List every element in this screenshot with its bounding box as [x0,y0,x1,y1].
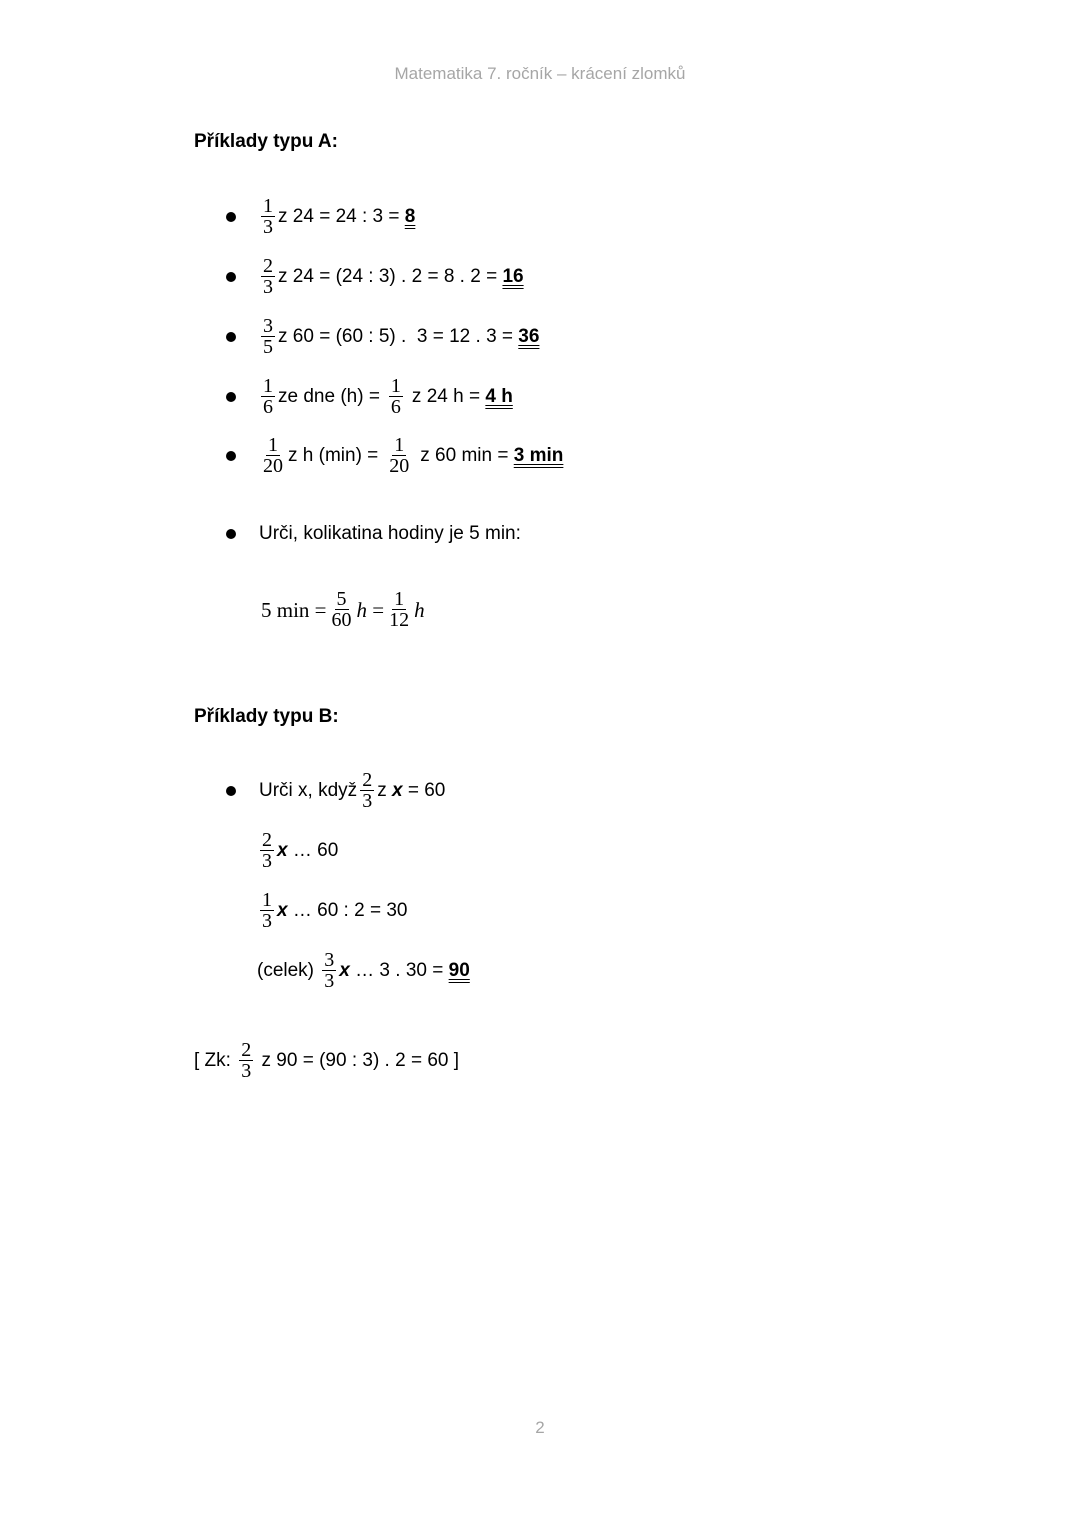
task-a: Urči, kolikatina hodiny je 5 min: [259,523,521,544]
fraction: $\frac{1}{12}$ [389,588,410,631]
fraction: $\frac{1}{6}$ [263,375,273,418]
bullet [226,786,236,796]
example-text: z 60 min = [420,445,509,466]
example-result: 16 [502,266,524,287]
example-result: 36 [518,326,540,347]
fraction: $\frac{2}{3}$ [263,255,273,298]
example-3 [258,307,539,367]
step-1: $\frac{2}{3}$ x … 60 [262,829,339,872]
example-text: ze dne (h) = [278,386,380,407]
example-result: 3 min [513,445,564,466]
example-4 [258,367,513,427]
example-text: z 24 = (24 : 3) . 2 = 8 . 2 = [278,266,498,287]
fraction: $\frac{3}{5}$ [263,315,273,358]
example-text: z 24 h = [411,386,481,407]
step-2: $\frac{1}{3}$ x … 60 : 2 = 30 [262,889,408,932]
example-text: z h (min) = [288,445,379,466]
example-2 [258,247,524,307]
fraction: $\frac{1}{6}$ [390,375,401,418]
fraction: $\frac{1}{20}$ [263,434,283,477]
fraction: $\frac{1}{3}$ [263,195,273,238]
bullet [226,212,236,222]
bullet [226,392,236,402]
fraction: $\frac{1}{3}$ [262,889,272,932]
fraction: $\frac{2}{3}$ [362,769,373,812]
step-result: 90 [448,960,470,981]
task-b: Urči x, když $\frac{2}{3}$ z x = 60 [259,769,446,812]
fraction: $\frac{2}{3}$ [241,1039,252,1082]
bullet [226,529,236,539]
example-5 [258,426,563,486]
example-result: 4 h [485,386,513,407]
bullet [226,332,236,342]
fraction: $\frac{1}{20}$ [389,434,410,477]
page-number: 2 [535,1418,545,1437]
example-result: 8 [404,206,416,227]
example-1 [258,187,415,247]
check-line: [ Zk: $\frac{2}{3}$ z 90 = (90 : 3) . 2 = 60 ] [194,1039,460,1082]
bullet [226,272,236,282]
example-text: z 60 = (60 : 5) . 3 = 12 . 3 = [278,326,514,347]
fraction: $\frac{2}{3}$ [262,829,272,872]
section-b-heading: Příklady typu B: [194,706,339,727]
section-a-heading: Příklady typu A: [194,131,338,152]
bullet [226,451,236,461]
example-text: z 24 = 24 : 3 = [278,206,400,227]
page-header: Matematika 7. ročník – krácení zlomků [394,64,686,83]
step-3: (celek) $\frac{3}{3}$ x … 3 . 30 = 90 [257,949,470,992]
minutes-equation: 5 min = $\frac{5}{60}$ h = $\frac{1}{12}$ h [261,588,425,631]
fraction: $\frac{3}{3}$ [324,949,335,992]
fraction: $\frac{5}{60}$ [331,588,352,631]
